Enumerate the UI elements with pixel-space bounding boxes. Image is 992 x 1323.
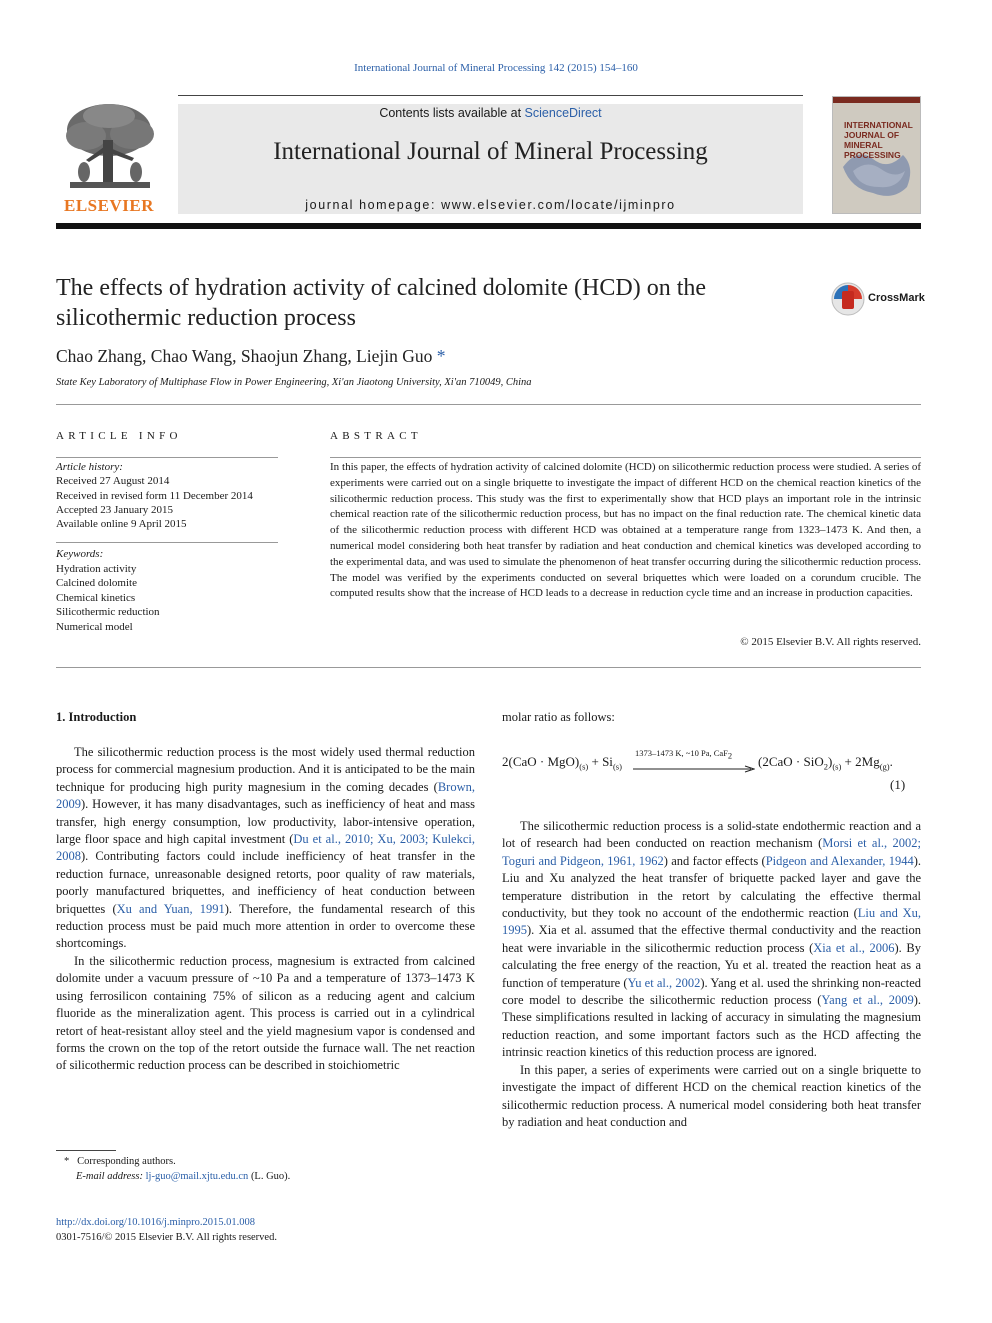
keyword: Hydration activity xyxy=(56,562,137,575)
citation-link[interactable]: Du et al., 2010; Xu, 2003; Kulekci, 2008 xyxy=(56,832,475,864)
divider xyxy=(330,457,921,458)
reaction-arrow-icon xyxy=(633,760,755,768)
keyword: Calcined dolomite xyxy=(56,577,137,589)
intro-right-column xyxy=(502,818,921,1131)
citation-link[interactable]: Xu and Yuan, 1991 xyxy=(116,901,225,916)
sciencedirect-link[interactable]: ScienceDirect xyxy=(524,106,602,120)
divider xyxy=(56,457,278,458)
doi-link[interactable]: http://dx.doi.org/10.1016/j.minpro.2015.01.008 xyxy=(56,1217,256,1228)
equation-lead-in: molar ratio as follows: xyxy=(502,710,615,724)
abstract-text: In this paper, the effects of hydration activity of calcined dolomite (HCD) on silicothermic reduction process were studied. A series of experiments were carried out on a single briquette to investigate the impact of different HCD on the chemical reaction kinetics of the silicothermic reduction process. This study was the first to experimentally show that HCD plays an important role in the intrinsic chemical reaction rate of the silicothermic reduction process, but has no impact on the final reduction rate. The chemical kinetic data of the silicothermic reduction process with different HCD was obtained at a temperature range from 1323–1473 K. And then, a numerical model considering both heat transfer by radiation and heat conduction and chemical kinetics was developed according to the experimental data, and was used to simulate the phenomenon of heat transfer occurring during the silicothermic reduction process. The model was verified by the experiments conducted on several briquettes which were loaded on a corundum crucible. The computed results show that the increase of HCD leads to a decrease in reduction cycle time and an increase in production capacities. xyxy=(330,461,921,600)
keywords-label: Keywords: xyxy=(56,548,104,560)
footnote-divider xyxy=(56,1150,116,1151)
paragraph: The silicothermic reduction process is the most widely used thermal reduction process for commercial magnesium production. And it is anticipated to be the main technique for producing high purity magnesium in the coming decades (Brown, 2009). However, it has many disadvantages, such as inefficiency of heat and mass transfer, high energy consumption, low productivity, labor-intensive operation, large floor space and high capital investment (Du et al., 2010; Xu, 2003; Kulekci, 2008). Contributing factors could include inefficiency of heat transfer in the reduction furnace, unreasonable designed retorts, poor quality of raw materials, poorly manufactured briquettes, and inefficiency of heat conduction between briquettes (Xu and Yuan, 1991). Therefore, the fundamental research of this reduction process must be paid much more attention in order to overcome these shortcomings. xyxy=(56,745,475,951)
article-info-heading: ARTICLE INFO xyxy=(56,430,182,442)
citation-link[interactable]: Liu and Xu, 1995 xyxy=(502,906,921,938)
corresponding-note: Corresponding authors. xyxy=(77,1156,176,1167)
citation-link[interactable]: Yu et al., 2002 xyxy=(627,975,701,990)
crossmark-icon[interactable] xyxy=(831,282,865,316)
footnote: * Corresponding authors. E-mail address: lj-guo@mail.xjtu.edu.cn (L. Guo). xyxy=(64,1156,291,1182)
email-link[interactable]: lj-guo@mail.xjtu.edu.cn xyxy=(145,1171,249,1182)
keyword: Silicothermic reduction xyxy=(56,606,160,618)
equation-conditions: 1373–1473 K, ~10 Pa, CaF$_2$ xyxy=(635,748,733,761)
email-label: E-mail address: xyxy=(76,1171,146,1182)
author-list xyxy=(56,346,446,367)
divider xyxy=(56,542,278,543)
divider xyxy=(56,404,921,405)
history-item: Available online 9 April 2015 xyxy=(56,518,187,531)
journal-homepage-link[interactable]: journal homepage: www.elsevier.com/locate/ijminpro xyxy=(305,198,676,212)
journal-citation-link[interactable]: International Journal of Mineral Processing 142 (2015) 154–160 xyxy=(354,62,638,74)
tree-icon xyxy=(56,100,162,196)
article-title: The effects of hydration activity of calcined dolomite (HCD) on the silicothermic reduction process xyxy=(56,275,707,331)
header-divider xyxy=(178,95,803,96)
equation-rhs: $(2CaO \cdot SiO_2)_{(s)} + 2Mg_{(g)}$. xyxy=(758,754,893,772)
footnote-mark: * xyxy=(64,1156,70,1167)
history-item: Accepted 23 January 2015 xyxy=(56,503,173,516)
contents-prefix: Contents lists available at xyxy=(379,106,525,120)
keywords xyxy=(56,547,278,634)
equation-lhs: $2(CaO \cdot MgO)_{(s)} + Si_{(s)}$ xyxy=(502,754,622,772)
history-item: Received in revised form 11 December 2014 xyxy=(56,489,253,502)
history-label: Article history: xyxy=(56,461,123,473)
citation-link[interactable]: Yang et al., 2009 xyxy=(821,993,914,1008)
citation-link[interactable]: Brown, 2009 xyxy=(56,779,475,812)
keyword: Chemical kinetics xyxy=(56,591,136,604)
history-item: Received 27 August 2014 xyxy=(56,475,170,488)
corresponding-author-mark[interactable]: * xyxy=(436,346,446,366)
contents-available-line xyxy=(178,106,803,120)
intro-left-column xyxy=(56,744,475,1075)
section-heading-introduction: 1. Introduction xyxy=(56,710,137,724)
paragraph: In this paper, a series of experiments were carried out on a single briquette to investigate the impact of different HCD on the chemical reaction kinetics of the silicothermic reduction process. A numerical model considering both heat transfer by radiation and heat conduction and xyxy=(502,1062,921,1129)
authors-text: Chao Zhang, Chao Wang, Shaojun Zhang, Liejin Guo xyxy=(56,346,433,366)
citation-link[interactable]: Xia et al., 2006 xyxy=(813,940,895,955)
copyright: © 2015 Elsevier B.V. All rights reserved. xyxy=(740,636,921,648)
citation-link[interactable]: Pidgeon and Alexander, 1944 xyxy=(765,853,914,868)
header-thick-rule xyxy=(56,223,921,229)
crossmark-label[interactable]: CrossMark xyxy=(868,292,925,304)
cover-title: INTERNATIONAL JOURNAL OF MINERAL PROCESSING xyxy=(844,120,913,160)
doi-block xyxy=(56,1215,277,1245)
divider xyxy=(56,667,921,668)
equation-number: (1) xyxy=(890,777,906,792)
keyword: Numerical model xyxy=(56,620,133,633)
publisher-name: ELSEVIER xyxy=(64,196,154,215)
journal-title: International Journal of Mineral Processing xyxy=(273,138,708,165)
paragraph: The silicothermic reduction process is a solid-state endothermic reaction and a lot of research had been conducted on reaction mechanism (Morsi et al., 2002; Toguri and Pidgeon, 1961, 1962) and factor effects (Pidgeon and Alexander, 1944). Liu and Xu analyzed the heat transfer of briquette packed layer and gave the temperature distribution in the retort by calculating the effective thermal conductivity, but they took no account of the endothermic reaction (Liu and Xu, 1995). Xia et al. assumed that the effective thermal conductivity and the reaction heat were invariable in the silicothermic reduction process (Xia et al., 2006). By calculating the free energy of the reaction, Yu et al. treated the reaction heat as a function of temperature (Yu et al., 2002). Yang et al. used the shrinking non-reacted core model to describe the silicothermic reduction process (Yang et al., 2009). These simplifications resulted in lacking of accuracy in simulating the magnesium reduction reaction, and some important factors such as the HCD affecting the intrinsic reaction kinetics of this reduction process are ignored. xyxy=(502,819,922,1060)
citation-link[interactable]: Morsi et al., 2002; Toguri and Pidgeon, 1961, 1962 xyxy=(502,836,921,868)
article-history xyxy=(56,460,278,531)
paragraph: In the silicothermic reduction process, magnesium is extracted from calcined dolomite under a vacuum pressure of ~10 Pa and a temperature of 1373–1473 K using ferrosilicon containing 75% of silicon as a reducing agent and calcium fluoride as the mineralization agent. This process is carried out in a cylindrical retort of heat-resistant alloy steel and the yield magnesium vapor is condensed and forms the crown on the top of the retort outside the furnace wall. The net reaction of silicothermic reduction process can be described in stoichiometric xyxy=(56,953,475,1073)
abstract-heading: ABSTRACT xyxy=(330,430,422,442)
affiliation: State Key Laboratory of Multiphase Flow in Power Engineering, Xi'an Jiaotong University, Xi'an 710049, China xyxy=(56,377,532,388)
issn-line: 0301-7516/© 2015 Elsevier B.V. All rights reserved. xyxy=(56,1232,277,1243)
